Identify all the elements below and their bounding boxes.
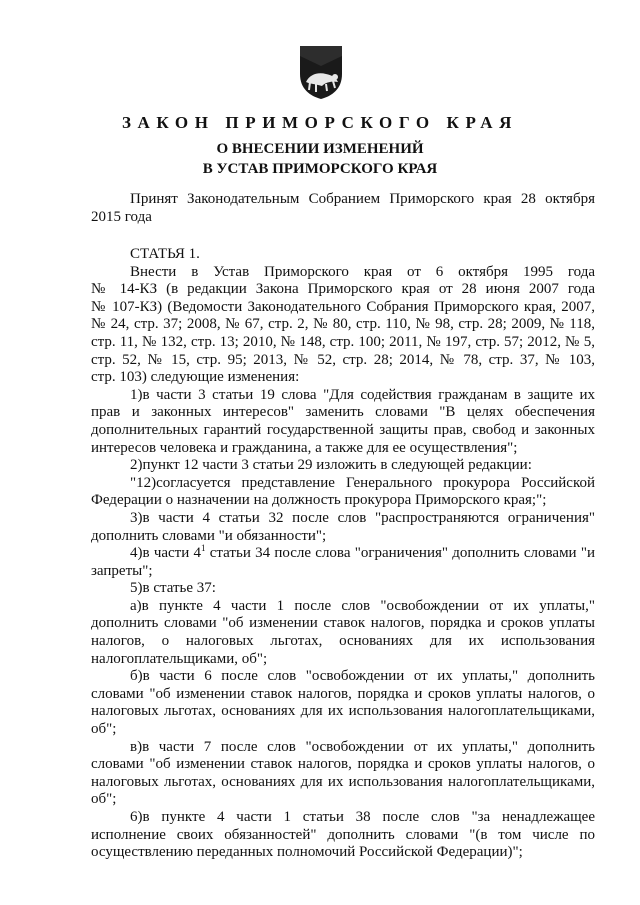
body-line: № 14-КЗ (в редакции Закона Приморского края от 28 июня 2007 года [91, 281, 595, 298]
body-line: стр. 103) следующие изменения: [91, 369, 300, 386]
body-line: № 107-КЗ) (Ведомости Законодательного Собрания Приморского края, 2007, [91, 298, 595, 315]
body-line: налоговых льготах, основаниях для их использования налогоплательщиками, [91, 703, 595, 720]
body-line: стр. 52, № 15, стр. 95; 2013, № 52, стр. 28; 2014, № 78, стр. 37, № 103, [91, 351, 595, 368]
body-line: исполнение своих обязанностей" дополнить словами "(в том числе по [91, 826, 595, 843]
body-line: 1)в части 3 статьи 19 слова "Для содействия гражданам в защите их [130, 386, 595, 403]
body-line: № 24, стр. 37; 2008, № 67, стр. 2, № 80, стр. 110, № 98, стр. 28; 2009, № 118, [91, 316, 595, 333]
article-heading: СТАТЬЯ 1. [130, 246, 200, 262]
body-line: об"; [91, 721, 117, 738]
body-line: а)в пункте 4 части 1 после слов "освобождении от их уплаты," [130, 597, 595, 614]
body-line: об"; [91, 791, 117, 808]
body-line [91, 545, 595, 563]
superscript: 1 [201, 543, 206, 554]
adopted-line: Принят Законодательным Собранием Приморского края 28 октября [130, 191, 595, 207]
law-subtitle-line2: В УСТАВ ПРИМОРСКОГО КРАЯ [202, 161, 438, 177]
body-line: Внести в Устав Приморского края от 6 октября 1995 года [130, 263, 595, 280]
body-line: интересов человека и гражданина, а также для ее осуществления"; [91, 439, 518, 456]
body-line: осуществлению переданных полномочий Российской Федерации)"; [91, 844, 523, 861]
body-line: 6)в пункте 4 части 1 статьи 38 после слов "за ненадлежащее [130, 809, 595, 825]
body-line: "12)согласуется представление Генерального прокурора Российской [130, 474, 595, 491]
law-title: ЗАКОН ПРИМОРСКОГО КРАЯ [121, 113, 519, 132]
body-line: стр. 11, № 132, стр. 13; 2010, № 148, стр. 100; 2011, № 197, стр. 57; 2012, № 5, [91, 333, 595, 350]
body-text: 4)в части 4 [130, 545, 202, 562]
article-body [91, 246, 595, 862]
law-subtitle-line1: О ВНЕСЕНИИ ИЗМЕНЕНИЙ [216, 141, 424, 157]
body-line: словами "об изменении ставок налогов, порядка и сроков уплаты налогов, о [91, 756, 595, 773]
body-line: 2)пункт 12 части 3 статьи 29 изложить в следующей редакции: [130, 457, 532, 474]
body-line: дополнить словами "об изменении ставок налогов, порядка и сроков уплаты [91, 615, 595, 632]
adopted-line: 2015 года [91, 208, 152, 225]
body-line: Федерации о назначении на должность прокурора Приморского края;"; [91, 492, 547, 509]
body-line: налогов, о налоговых льготах, основаниях для их использования [91, 633, 595, 650]
body-line: дополнить словами "и обязанности"; [91, 527, 327, 544]
body-line: в)в части 7 после слов "освобождении от их уплаты," дополнить [130, 738, 595, 755]
body-line: словами "об изменении ставок налогов, порядка и сроков уплаты налогов, о [91, 685, 595, 702]
body-line: 3)в части 4 статьи 32 после слов "распространяются ограничения" [130, 509, 595, 526]
coat-of-arms-icon [298, 44, 344, 100]
body-line: налоговых льготах, основаниях для их использования налогоплательщиками, [91, 773, 595, 790]
body-text: статьи 34 после слова "ограничения" дополнить словами "и [205, 545, 595, 562]
body-line: б)в части 6 после слов "освобождении от их уплаты," дополнить [130, 668, 595, 685]
adopted-note [91, 191, 595, 226]
body-line: запреты"; [91, 562, 153, 579]
body-line: 5)в статье 37: [130, 580, 216, 597]
body-line: прав и законных интересов" заменить словами "В целях обеспечения [91, 404, 595, 421]
body-line: налогоплательщиками, об"; [91, 650, 268, 667]
body-line: дополнительных гарантий государственной защиты прав, свобод и законных [91, 421, 595, 438]
